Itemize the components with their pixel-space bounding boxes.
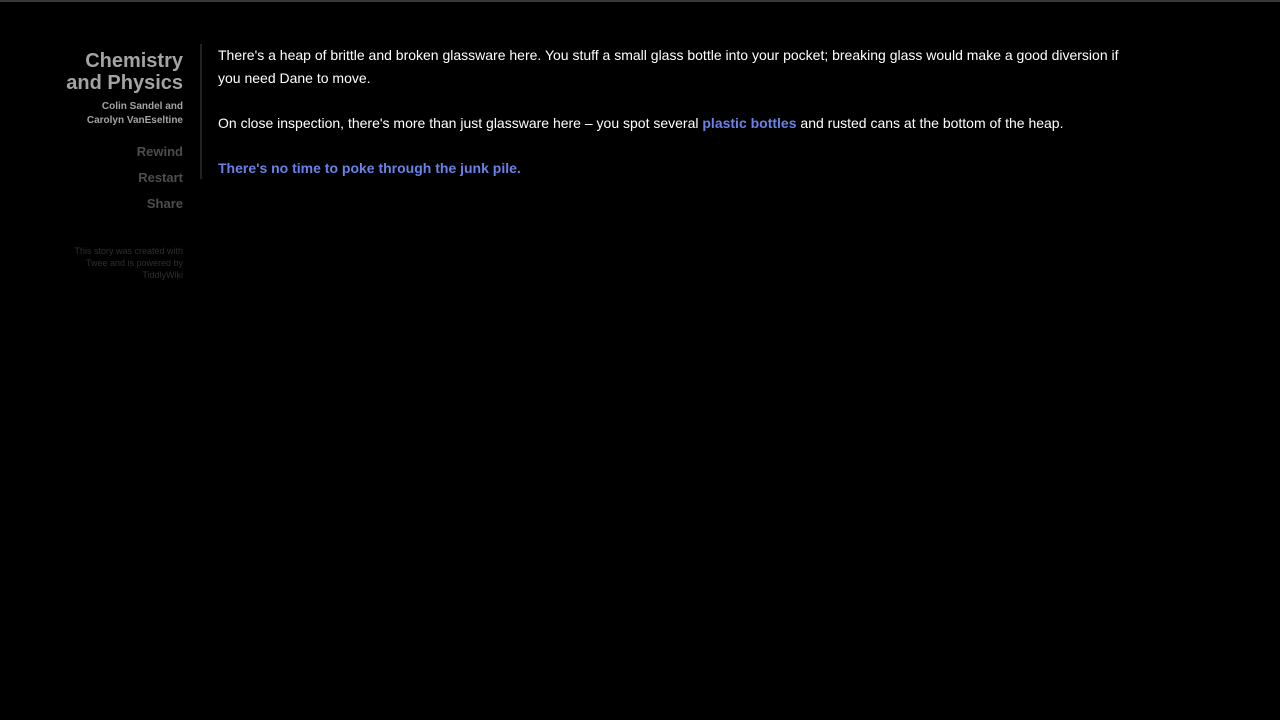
restart-link[interactable]: Restart xyxy=(138,170,183,185)
story-author-line1: Colin Sandel and xyxy=(101,101,183,112)
story-author xyxy=(40,100,183,128)
story-author-line2: Carolyn VanEseltine xyxy=(86,115,183,126)
passage-paragraph-3 xyxy=(218,157,1138,180)
story-menu xyxy=(40,139,183,217)
story-title-line1: Chemistry xyxy=(85,50,183,72)
passage-paragraph-2 xyxy=(218,112,1138,135)
rewind-link[interactable]: Rewind xyxy=(136,144,183,159)
passage-paragraph-2-end: and rusted cans at the bottom of the heap. xyxy=(796,114,1064,131)
passage-paragraph-2-start: On close inspection, there's more than just glassware here – you spot several xyxy=(218,114,703,131)
credits-line1: This story was created with xyxy=(74,246,183,256)
passage-paragraph-1: There's a heap of brittle and broken glassware here. You stuff a small glass bottle into your pocket; breaking glass would make a good diversion if you need Dane to move. xyxy=(218,47,1119,86)
plastic-bottles-link[interactable]: plastic bottles xyxy=(702,114,797,131)
story-title xyxy=(40,50,183,94)
share-link[interactable]: Share xyxy=(146,196,183,211)
top-border xyxy=(0,0,1280,2)
credits-line2: Twee and is powered by xyxy=(85,258,183,268)
junk-pile-link[interactable]: There's no time to poke through the junk pile. xyxy=(218,159,521,176)
sidebar-divider xyxy=(200,44,202,179)
story-sidebar xyxy=(40,50,183,281)
credits-line3: TiddlyWiki xyxy=(142,270,183,280)
story-passage xyxy=(218,44,1138,202)
story-title-line2: and Physics xyxy=(66,72,183,94)
credits-text xyxy=(40,245,183,281)
